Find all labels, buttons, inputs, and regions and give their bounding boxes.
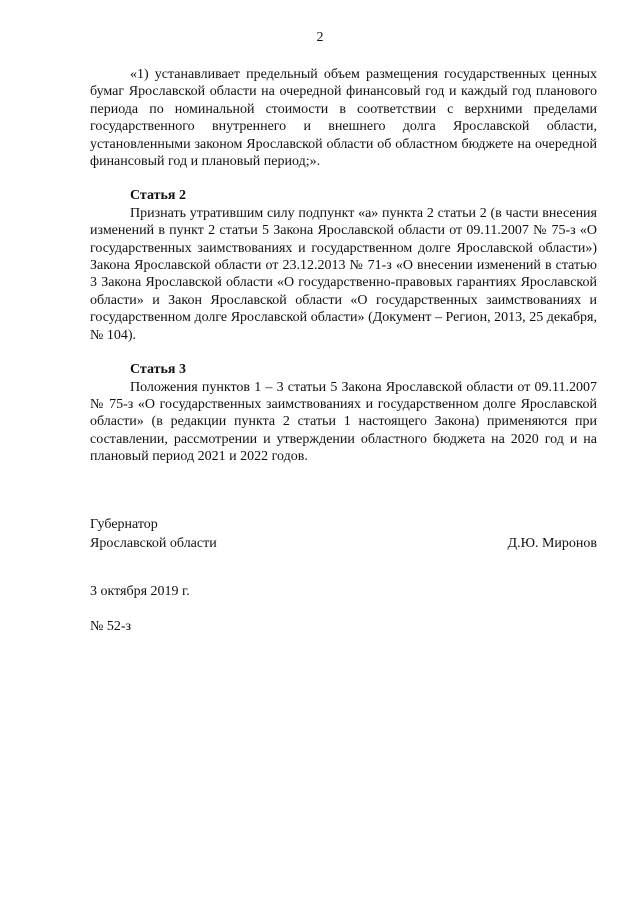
signature-block bbox=[90, 515, 597, 553]
page-number: 2 bbox=[316, 30, 324, 45]
document-body bbox=[90, 66, 597, 466]
signatory-position-line2: Ярославской области bbox=[90, 536, 217, 551]
article-2 bbox=[90, 187, 597, 344]
article-3-title: Статья 3 bbox=[130, 362, 186, 378]
article-2-text: Признать утратившим силу подпункт «а» пункта 2 статьи 2 (в части внесения изменений в пункт 2 статьи 5 Закона Ярославской области от 09.11.2007 № 75-з «О государственных заимствованиях и государственном долге Ярославской области») Закона Ярославской области от 23.12.2013 № 71-з «О внесении изменений в статью 3 Закона Ярославской области «О государственно-правовых гарантиях Ярославской области» и Закон Ярославской области «О государственных заимствованиях и государственном долге Ярославской области» (Документ – Регион, 2013, 25 декабря, № 104). bbox=[90, 205, 597, 343]
article-3-text: Положения пунктов 1 – 3 статьи 5 Закона Ярославской области от 09.11.2007 № 75-з «О государственных заимствованиях и государственном долге Ярославской области» (в редакции пункта 2 статьи 1 настоящего Закона) применяются при составлении, рассмотрении и утверждении областного бюджета на 2020 год и на плановый период 2021 и 2022 годов. bbox=[90, 379, 597, 465]
signatory-name: Д.Ю. Миронов bbox=[507, 536, 597, 551]
signing-date: 3 октября 2019 г. bbox=[90, 584, 190, 599]
article-2-title: Статья 2 bbox=[130, 188, 186, 204]
intro-paragraph: «1) устанавливает предельный объем размещения государственных ценных бумаг Ярославской области на очередной финансовый год и каждый год планового периода по номинальной стоимости в соответствии с верхними пределами государственного внутреннего и внешнего долга Ярославской области, установленными законом Ярославской области об областном бюджете на очередной финансовый год и плановый период;». bbox=[90, 67, 597, 170]
article-3 bbox=[90, 361, 597, 465]
signatory-position-line1: Губернатор bbox=[90, 517, 158, 532]
signature-row bbox=[90, 534, 597, 553]
law-number: № 52-з bbox=[90, 619, 132, 634]
